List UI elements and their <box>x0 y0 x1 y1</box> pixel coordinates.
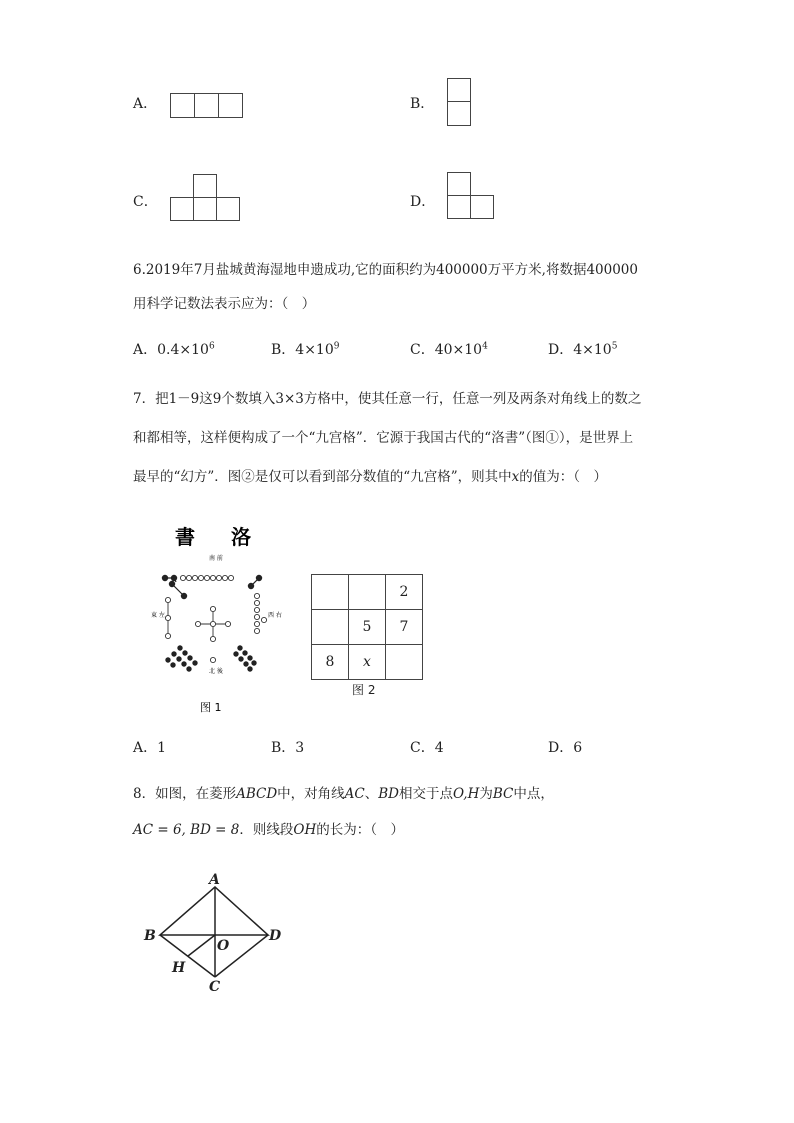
nine-grid-cell: 8 <box>312 645 349 680</box>
figure-1-caption: 图 1 <box>200 701 222 714</box>
luoshu-top-right-two <box>248 575 261 588</box>
q6-line-2: 用科学记数法表示应为：（ ） <box>133 296 316 312</box>
nine-grid-figure <box>311 574 423 680</box>
nine-grid-cell: 2 <box>386 575 423 610</box>
q6-line-1: 6.2019年7月盐城黄海湿地申遗成功,它的面积约为400000万平方米,将数据400000 <box>133 262 638 278</box>
luoshu-title-left: 書 <box>175 525 195 549</box>
nine-grid-row <box>312 610 423 645</box>
luoshu-title-right: 洛 <box>231 525 251 549</box>
rhombus-label-h: H <box>172 960 186 976</box>
luoshu-dir-left: 東 左 <box>151 612 165 619</box>
nine-grid-cell <box>349 575 386 610</box>
nine-grid-cell: x <box>349 645 386 680</box>
rhombus-figure <box>140 872 290 997</box>
rhombus-label-d: D <box>269 928 282 944</box>
luoshu-dir-top: 南 前 <box>209 555 223 562</box>
luoshu-top-nine <box>180 575 233 580</box>
luoshu-bottom-left-eight <box>165 645 197 671</box>
nine-grid-cell <box>386 645 423 680</box>
luoshu-center-five <box>195 606 230 641</box>
rhombus-label-o: O <box>217 938 230 954</box>
q8-line-2: AC = 6, BD = 8．则线段OH的长为：（ ） <box>133 822 404 838</box>
rhombus-label-c: C <box>209 979 221 995</box>
q7-line-2: 和都相等，这样便构成了一个“九宫格”．它源于我国古代的“洛書”（图①），是世界上 <box>133 430 634 446</box>
q7-line-1: 7．把1－9这9个数填入3×3方格中，使其任意一行，任意一列及两条对角线上的数之 <box>133 391 642 407</box>
figure-2-caption: 图 2 <box>352 683 376 697</box>
q8-line-1: 8．如图，在菱形ABCD中，对角线AC、BD相交于点O,H为BC中点， <box>133 786 554 802</box>
q5-option-c-label: C． <box>133 194 158 210</box>
q7-option-b: B．3 <box>271 740 305 756</box>
nine-grid-cell <box>312 610 349 645</box>
nine-grid-cell: 5 <box>349 610 386 645</box>
luoshu-dir-right: 西 右 <box>268 612 282 619</box>
luoshu-bottom-right-six <box>233 645 256 671</box>
q5-option-b-label: B． <box>410 96 435 112</box>
q6-option-c: C．$40\times 10^4$ <box>410 341 488 358</box>
q7-line-3: 最早的“幻方”．图②是仅可以看到部分数值的“九宫格”，则其中x的值为：（ ） <box>133 469 607 485</box>
q7-option-a: A．1 <box>133 740 167 756</box>
q5-option-d-label: D． <box>410 194 436 210</box>
nine-grid-cell: 7 <box>386 610 423 645</box>
luoshu-right-seven <box>254 593 266 633</box>
q6-option-d: D．$4\times 10^5$ <box>548 341 618 358</box>
q5-option-a-label: A． <box>133 96 158 112</box>
rhombus-label-b: B <box>144 928 156 944</box>
nine-grid-cell <box>312 575 349 610</box>
luoshu-left-three <box>165 597 170 638</box>
nine-grid-row <box>312 645 423 680</box>
q6-option-a: A．$0.4\times 10^6$ <box>133 341 215 358</box>
luoshu-bottom-one <box>210 657 215 662</box>
luoshu-dir-bottom: 北 後 <box>209 668 223 675</box>
q7-option-d: D．6 <box>548 740 583 756</box>
rhombus-label-a: A <box>209 872 220 888</box>
luoshu-figure <box>140 520 300 715</box>
q7-option-c: C．4 <box>410 740 444 756</box>
q6-option-b: B．$4\times 10^9$ <box>271 341 340 358</box>
nine-grid-row <box>312 575 423 610</box>
